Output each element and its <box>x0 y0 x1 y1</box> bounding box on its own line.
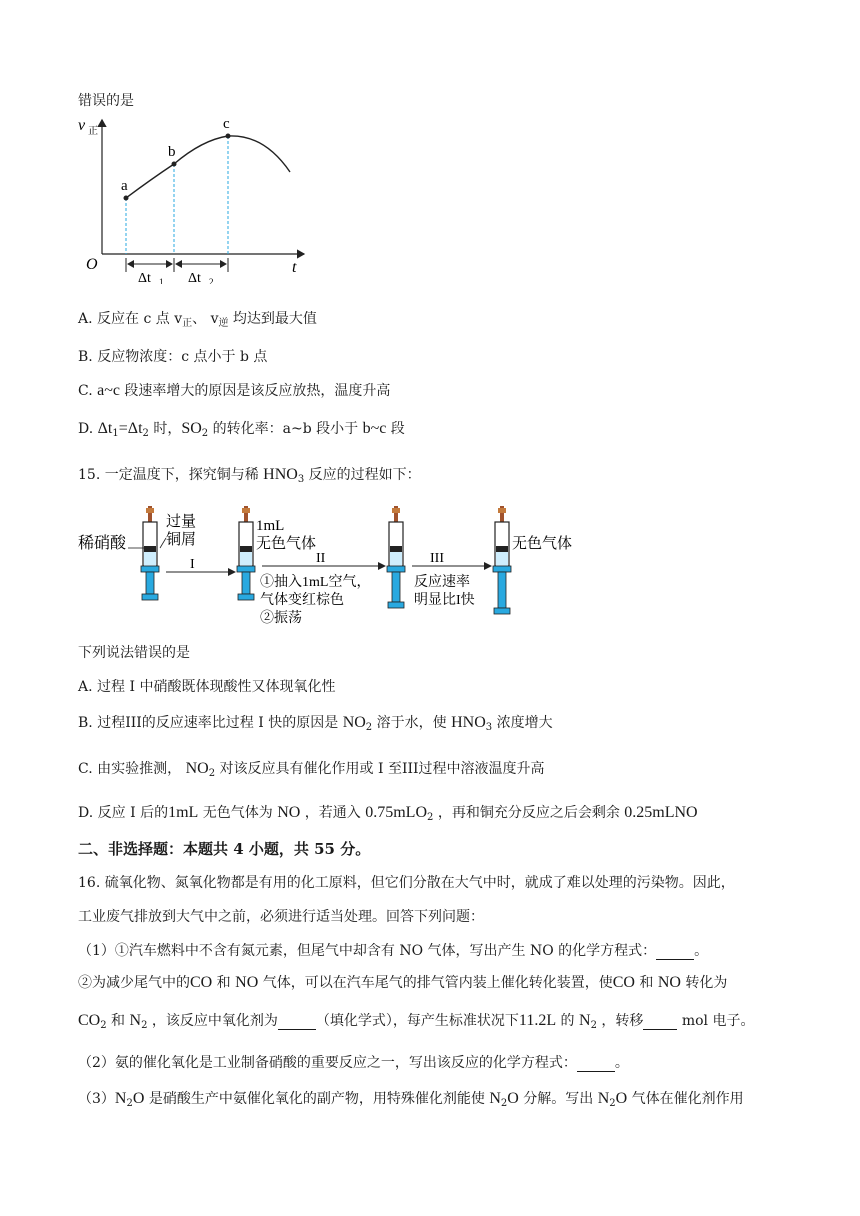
y-axis-sub: 正 <box>88 126 98 137</box>
copper-label-2: 铜屑 <box>166 532 197 548</box>
syringe-3 <box>387 506 405 608</box>
q16-paragraph-1: 16. 硫氧化物、氮氧化物都是有用的化工原料，但它们分散在大气中时，就成了难以处理的污染物。因此， <box>78 875 735 891</box>
answer-blank[interactable] <box>278 1013 316 1030</box>
gas-volume-label: 1mL <box>256 518 285 534</box>
option-d: D. $\Delta t_1=\Delta t_2$ 时，$SO_2$ 的转化率：a~b 段小于 b~c 段 <box>78 420 405 439</box>
q16-paragraph-2: 工业废气排放到大气中之前，必须进行适当处理。回答下列问题： <box>78 909 484 925</box>
question-text: 错误的是 <box>78 93 134 109</box>
q16-part-1a: （1）①汽车燃料中不含有氮元素，但尾气中却含有 NO 气体，写出产生 NO 的化学方程式： 。 <box>78 943 709 959</box>
dt2-sub: 2 <box>209 277 214 284</box>
step-1-label: I <box>190 557 195 572</box>
section-heading: 二、非选择题：本题共 4 小题，共 55 分。 <box>78 840 371 858</box>
dt1-sub: 1 <box>159 277 164 284</box>
syringe-4 <box>493 506 511 614</box>
dt1-label: Δt <box>138 271 151 284</box>
step-2-note-1: ①抽入1mL空气， <box>260 575 371 590</box>
q15-option-d: D. 反应 I 后的1mL 无色气体为 NO ，若通入 0.75mLO$_2$ ，再和铜充分反应之后会剩余 0.25mLNO <box>78 804 698 823</box>
step-2-note-2: 气体变红棕色 <box>260 593 344 608</box>
point-c-label: c <box>223 116 230 132</box>
q16-part-1c: $CO_2$ 和 $N_2$ ，该反应中氧化剂为 （填化学式），每产生标准状况下11.2L 的 $N_2$ ，转移 mol 电子。 <box>78 1012 755 1031</box>
syringe-1 <box>141 506 159 600</box>
rate-curve <box>126 136 290 198</box>
x-axis-label: t <box>292 259 297 276</box>
syringe-2 <box>237 506 255 600</box>
q15-option-c: C. 由实验推测， $NO_2$ 对该反应具有催化作用或 I 至III过程中溶液温度升高 <box>78 760 545 779</box>
question-15-stem: 15. 一定温度下，探究铜与稀 $HNO_3$ 反应的过程如下： <box>78 466 421 485</box>
dt2-label: Δt <box>188 271 201 284</box>
experiment-diagram <box>78 504 598 634</box>
step-2-label: II <box>316 551 326 566</box>
gas-desc-label: 无色气体 <box>256 536 317 552</box>
q15-option-a: A. 过程 I 中硝酸既体现酸性又体现氧化性 <box>78 679 336 695</box>
option-a: A. 反应在 c 点 $v_正$、 $v_逆$ 均达到最大值 <box>78 311 317 329</box>
step-2-note-3: ②振荡 <box>260 611 302 626</box>
copper-label-1: 过量 <box>166 514 197 530</box>
q16-part-1b: ②为减少尾气中的CO 和 NO 气体，可以在汽车尾气的排气管内装上催化转化装置，使CO 和 NO 转化为 <box>78 974 728 991</box>
question-15-prompt: 下列说法错误的是 <box>78 645 190 661</box>
point-b-label: b <box>168 144 176 160</box>
y-axis-label: v <box>78 117 86 134</box>
step-3-label: III <box>430 551 444 566</box>
answer-blank[interactable] <box>656 943 694 960</box>
acid-label: 稀硝酸 <box>78 535 127 552</box>
q16-part-2: （2）氨的催化氧化是工业制备硝酸的重要反应之一，写出该反应的化学方程式： 。 <box>78 1055 629 1071</box>
option-b: B. 反应物浓度：c 点小于 b 点 <box>78 349 268 365</box>
q16-part-3: $(3)N_2O$ 是硝酸生产中氨催化氧化的副产物，用特殊催化剂能使 $N_2O$ 分解。写出 $N_2O$ 气体在催化剂作用 <box>78 1090 744 1109</box>
step-3-note-1: 反应速率 <box>414 575 470 590</box>
option-c: C. a~c 段速率增大的原因是该反应放热，温度升高 <box>78 382 391 399</box>
q15-option-b: B. 过程III的反应速率比过程 I 快的原因是 $NO_2$ 溶于水，使 $HNO_3$ 浓度增大 <box>78 714 553 733</box>
step-3-note-2: 明显比I快 <box>414 593 475 608</box>
answer-blank[interactable] <box>577 1055 615 1072</box>
answer-blank[interactable] <box>643 1013 677 1030</box>
final-gas-label: 无色气体 <box>512 536 573 552</box>
point-a-label: a <box>121 178 128 194</box>
velocity-time-graph <box>78 112 318 284</box>
origin-label: O <box>86 256 98 273</box>
